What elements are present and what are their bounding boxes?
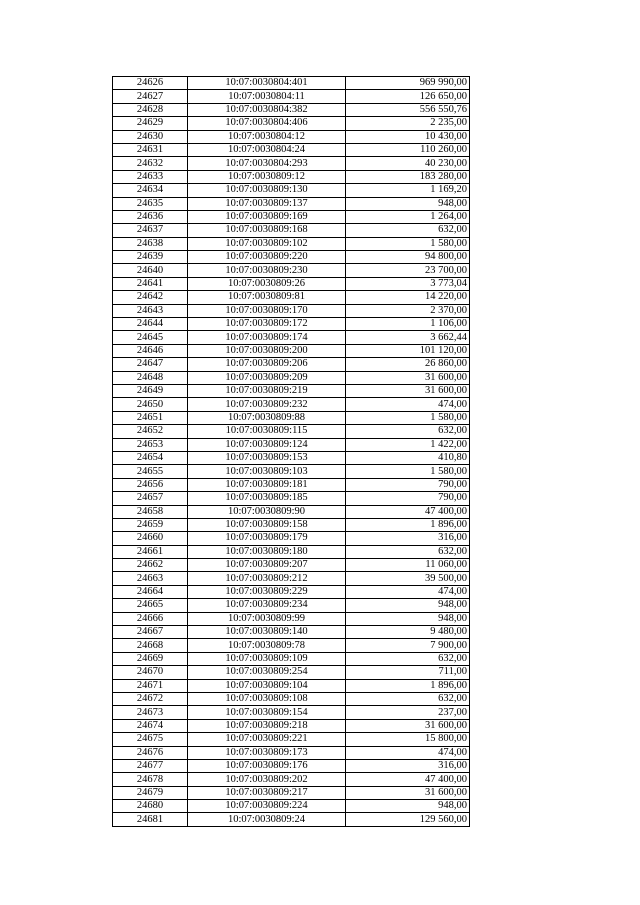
cadastral-number-cell: 10:07:0030809:88 bbox=[188, 411, 346, 424]
row-number-cell: 24681 bbox=[113, 813, 188, 826]
registry-table-body bbox=[113, 77, 470, 827]
table-row bbox=[113, 733, 470, 746]
table-row bbox=[113, 652, 470, 665]
amount-cell: 632,00 bbox=[346, 425, 470, 438]
cadastral-number-cell: 10:07:0030809:170 bbox=[188, 304, 346, 317]
table-row bbox=[113, 438, 470, 451]
table-row bbox=[113, 130, 470, 143]
table-row bbox=[113, 170, 470, 183]
table-row bbox=[113, 344, 470, 357]
amount-cell: 47 400,00 bbox=[346, 505, 470, 518]
cadastral-number-cell: 10:07:0030809:176 bbox=[188, 759, 346, 772]
amount-cell: 632,00 bbox=[346, 692, 470, 705]
cadastral-number-cell: 10:07:0030809:153 bbox=[188, 451, 346, 464]
row-number-cell: 24641 bbox=[113, 277, 188, 290]
table-row bbox=[113, 291, 470, 304]
amount-cell: 23 700,00 bbox=[346, 264, 470, 277]
row-number-cell: 24661 bbox=[113, 545, 188, 558]
row-number-cell: 24667 bbox=[113, 626, 188, 639]
row-number-cell: 24638 bbox=[113, 237, 188, 250]
table-row bbox=[113, 813, 470, 826]
cadastral-number-cell: 10:07:0030809:209 bbox=[188, 371, 346, 384]
row-number-cell: 24636 bbox=[113, 210, 188, 223]
row-number-cell: 24658 bbox=[113, 505, 188, 518]
table-row bbox=[113, 679, 470, 692]
cadastral-number-cell: 10:07:0030809:180 bbox=[188, 545, 346, 558]
table-row bbox=[113, 331, 470, 344]
table-row bbox=[113, 518, 470, 531]
table-row bbox=[113, 210, 470, 223]
cadastral-number-cell: 10:07:0030809:168 bbox=[188, 224, 346, 237]
table-row bbox=[113, 759, 470, 772]
table-row bbox=[113, 277, 470, 290]
row-number-cell: 24654 bbox=[113, 451, 188, 464]
amount-cell: 110 260,00 bbox=[346, 143, 470, 156]
table-row bbox=[113, 465, 470, 478]
table-row bbox=[113, 532, 470, 545]
row-number-cell: 24648 bbox=[113, 371, 188, 384]
cadastral-number-cell: 10:07:0030804:12 bbox=[188, 130, 346, 143]
row-number-cell: 24645 bbox=[113, 331, 188, 344]
amount-cell: 316,00 bbox=[346, 532, 470, 545]
row-number-cell: 24644 bbox=[113, 318, 188, 331]
cadastral-number-cell: 10:07:0030809:115 bbox=[188, 425, 346, 438]
cadastral-number-cell: 10:07:0030809:173 bbox=[188, 746, 346, 759]
table-row bbox=[113, 318, 470, 331]
amount-cell: 948,00 bbox=[346, 599, 470, 612]
row-number-cell: 24660 bbox=[113, 532, 188, 545]
amount-cell: 31 600,00 bbox=[346, 786, 470, 799]
cadastral-number-cell: 10:07:0030809:230 bbox=[188, 264, 346, 277]
amount-cell: 47 400,00 bbox=[346, 773, 470, 786]
table-row bbox=[113, 478, 470, 491]
row-number-cell: 24656 bbox=[113, 478, 188, 491]
cadastral-number-cell: 10:07:0030809:26 bbox=[188, 277, 346, 290]
amount-cell: 2 235,00 bbox=[346, 117, 470, 130]
row-number-cell: 24672 bbox=[113, 692, 188, 705]
cadastral-number-cell: 10:07:0030809:207 bbox=[188, 559, 346, 572]
table-row bbox=[113, 585, 470, 598]
cadastral-number-cell: 10:07:0030809:104 bbox=[188, 679, 346, 692]
cadastral-number-cell: 10:07:0030809:220 bbox=[188, 251, 346, 264]
cadastral-number-cell: 10:07:0030809:109 bbox=[188, 652, 346, 665]
cadastral-number-cell: 10:07:0030809:24 bbox=[188, 813, 346, 826]
cadastral-number-cell: 10:07:0030809:81 bbox=[188, 291, 346, 304]
amount-cell: 15 800,00 bbox=[346, 733, 470, 746]
cadastral-number-cell: 10:07:0030809:172 bbox=[188, 318, 346, 331]
cadastral-number-cell: 10:07:0030809:140 bbox=[188, 626, 346, 639]
table-row bbox=[113, 786, 470, 799]
amount-cell: 410,80 bbox=[346, 451, 470, 464]
amount-cell: 237,00 bbox=[346, 706, 470, 719]
table-row bbox=[113, 103, 470, 116]
amount-cell: 40 230,00 bbox=[346, 157, 470, 170]
cadastral-number-cell: 10:07:0030809:169 bbox=[188, 210, 346, 223]
cadastral-number-cell: 10:07:0030809:229 bbox=[188, 585, 346, 598]
table-row bbox=[113, 545, 470, 558]
row-number-cell: 24629 bbox=[113, 117, 188, 130]
table-row bbox=[113, 612, 470, 625]
table-row bbox=[113, 666, 470, 679]
row-number-cell: 24649 bbox=[113, 384, 188, 397]
amount-cell: 1 580,00 bbox=[346, 237, 470, 250]
cadastral-number-cell: 10:07:0030809:174 bbox=[188, 331, 346, 344]
amount-cell: 316,00 bbox=[346, 759, 470, 772]
row-number-cell: 24680 bbox=[113, 800, 188, 813]
table-row bbox=[113, 197, 470, 210]
table-row bbox=[113, 425, 470, 438]
row-number-cell: 24651 bbox=[113, 411, 188, 424]
amount-cell: 474,00 bbox=[346, 398, 470, 411]
table-row bbox=[113, 746, 470, 759]
amount-cell: 9 480,00 bbox=[346, 626, 470, 639]
row-number-cell: 24632 bbox=[113, 157, 188, 170]
cadastral-number-cell: 10:07:0030809:99 bbox=[188, 612, 346, 625]
table-row bbox=[113, 626, 470, 639]
row-number-cell: 24663 bbox=[113, 572, 188, 585]
cadastral-number-cell: 10:07:0030804:24 bbox=[188, 143, 346, 156]
amount-cell: 1 264,00 bbox=[346, 210, 470, 223]
amount-cell: 3 773,04 bbox=[346, 277, 470, 290]
row-number-cell: 24679 bbox=[113, 786, 188, 799]
table-row bbox=[113, 77, 470, 90]
amount-cell: 31 600,00 bbox=[346, 384, 470, 397]
table-row bbox=[113, 304, 470, 317]
amount-cell: 7 900,00 bbox=[346, 639, 470, 652]
cadastral-number-cell: 10:07:0030809:206 bbox=[188, 358, 346, 371]
cadastral-number-cell: 10:07:0030809:181 bbox=[188, 478, 346, 491]
amount-cell: 948,00 bbox=[346, 800, 470, 813]
amount-cell: 2 370,00 bbox=[346, 304, 470, 317]
cadastral-number-cell: 10:07:0030804:401 bbox=[188, 77, 346, 90]
cadastral-number-cell: 10:07:0030809:221 bbox=[188, 733, 346, 746]
table-row bbox=[113, 398, 470, 411]
amount-cell: 556 550,76 bbox=[346, 103, 470, 116]
cadastral-number-cell: 10:07:0030809:90 bbox=[188, 505, 346, 518]
table-row bbox=[113, 505, 470, 518]
cadastral-number-cell: 10:07:0030809:218 bbox=[188, 719, 346, 732]
row-number-cell: 24674 bbox=[113, 719, 188, 732]
row-number-cell: 24675 bbox=[113, 733, 188, 746]
amount-cell: 632,00 bbox=[346, 545, 470, 558]
amount-cell: 31 600,00 bbox=[346, 371, 470, 384]
row-number-cell: 24673 bbox=[113, 706, 188, 719]
table-row bbox=[113, 451, 470, 464]
row-number-cell: 24677 bbox=[113, 759, 188, 772]
row-number-cell: 24634 bbox=[113, 184, 188, 197]
cadastral-number-cell: 10:07:0030809:217 bbox=[188, 786, 346, 799]
cadastral-number-cell: 10:07:0030809:219 bbox=[188, 384, 346, 397]
row-number-cell: 24643 bbox=[113, 304, 188, 317]
cadastral-number-cell: 10:07:0030809:254 bbox=[188, 666, 346, 679]
table-row bbox=[113, 143, 470, 156]
amount-cell: 10 430,00 bbox=[346, 130, 470, 143]
row-number-cell: 24647 bbox=[113, 358, 188, 371]
cadastral-number-cell: 10:07:0030809:179 bbox=[188, 532, 346, 545]
row-number-cell: 24666 bbox=[113, 612, 188, 625]
row-number-cell: 24646 bbox=[113, 344, 188, 357]
row-number-cell: 24630 bbox=[113, 130, 188, 143]
table-row bbox=[113, 800, 470, 813]
table-row bbox=[113, 572, 470, 585]
cadastral-number-cell: 10:07:0030809:200 bbox=[188, 344, 346, 357]
amount-cell: 632,00 bbox=[346, 652, 470, 665]
row-number-cell: 24664 bbox=[113, 585, 188, 598]
amount-cell: 26 860,00 bbox=[346, 358, 470, 371]
cadastral-number-cell: 10:07:0030804:382 bbox=[188, 103, 346, 116]
amount-cell: 790,00 bbox=[346, 492, 470, 505]
amount-cell: 31 600,00 bbox=[346, 719, 470, 732]
registry-table bbox=[112, 76, 470, 827]
table-row bbox=[113, 719, 470, 732]
amount-cell: 474,00 bbox=[346, 585, 470, 598]
cadastral-number-cell: 10:07:0030804:11 bbox=[188, 90, 346, 103]
row-number-cell: 24665 bbox=[113, 599, 188, 612]
cadastral-number-cell: 10:07:0030809:224 bbox=[188, 800, 346, 813]
cadastral-number-cell: 10:07:0030809:154 bbox=[188, 706, 346, 719]
row-number-cell: 24676 bbox=[113, 746, 188, 759]
row-number-cell: 24650 bbox=[113, 398, 188, 411]
cadastral-number-cell: 10:07:0030809:78 bbox=[188, 639, 346, 652]
amount-cell: 1 169,20 bbox=[346, 184, 470, 197]
cadastral-number-cell: 10:07:0030809:185 bbox=[188, 492, 346, 505]
table-row bbox=[113, 117, 470, 130]
amount-cell: 1 106,00 bbox=[346, 318, 470, 331]
table-row bbox=[113, 773, 470, 786]
table-row bbox=[113, 559, 470, 572]
table-row bbox=[113, 358, 470, 371]
row-number-cell: 24637 bbox=[113, 224, 188, 237]
row-number-cell: 24639 bbox=[113, 251, 188, 264]
cadastral-number-cell: 10:07:0030809:137 bbox=[188, 197, 346, 210]
row-number-cell: 24671 bbox=[113, 679, 188, 692]
row-number-cell: 24633 bbox=[113, 170, 188, 183]
cadastral-number-cell: 10:07:0030809:130 bbox=[188, 184, 346, 197]
amount-cell: 183 280,00 bbox=[346, 170, 470, 183]
row-number-cell: 24662 bbox=[113, 559, 188, 572]
amount-cell: 632,00 bbox=[346, 224, 470, 237]
cadastral-number-cell: 10:07:0030809:212 bbox=[188, 572, 346, 585]
table-row bbox=[113, 706, 470, 719]
cadastral-number-cell: 10:07:0030804:406 bbox=[188, 117, 346, 130]
table-row bbox=[113, 599, 470, 612]
row-number-cell: 24653 bbox=[113, 438, 188, 451]
table-row bbox=[113, 184, 470, 197]
table-row bbox=[113, 411, 470, 424]
table-row bbox=[113, 692, 470, 705]
amount-cell: 1 422,00 bbox=[346, 438, 470, 451]
row-number-cell: 24631 bbox=[113, 143, 188, 156]
cadastral-number-cell: 10:07:0030809:103 bbox=[188, 465, 346, 478]
amount-cell: 1 580,00 bbox=[346, 465, 470, 478]
row-number-cell: 24652 bbox=[113, 425, 188, 438]
cadastral-number-cell: 10:07:0030809:202 bbox=[188, 773, 346, 786]
amount-cell: 39 500,00 bbox=[346, 572, 470, 585]
cadastral-number-cell: 10:07:0030804:293 bbox=[188, 157, 346, 170]
row-number-cell: 24627 bbox=[113, 90, 188, 103]
row-number-cell: 24669 bbox=[113, 652, 188, 665]
table-row bbox=[113, 251, 470, 264]
amount-cell: 711,00 bbox=[346, 666, 470, 679]
cadastral-number-cell: 10:07:0030809:108 bbox=[188, 692, 346, 705]
table-row bbox=[113, 224, 470, 237]
table-row bbox=[113, 371, 470, 384]
amount-cell: 1 896,00 bbox=[346, 518, 470, 531]
amount-cell: 94 800,00 bbox=[346, 251, 470, 264]
row-number-cell: 24655 bbox=[113, 465, 188, 478]
row-number-cell: 24642 bbox=[113, 291, 188, 304]
table-row bbox=[113, 492, 470, 505]
row-number-cell: 24670 bbox=[113, 666, 188, 679]
cadastral-number-cell: 10:07:0030809:12 bbox=[188, 170, 346, 183]
cadastral-number-cell: 10:07:0030809:158 bbox=[188, 518, 346, 531]
table-row bbox=[113, 237, 470, 250]
row-number-cell: 24626 bbox=[113, 77, 188, 90]
amount-cell: 101 120,00 bbox=[346, 344, 470, 357]
table-row bbox=[113, 639, 470, 652]
amount-cell: 948,00 bbox=[346, 612, 470, 625]
amount-cell: 3 662,44 bbox=[346, 331, 470, 344]
table-row bbox=[113, 90, 470, 103]
amount-cell: 969 990,00 bbox=[346, 77, 470, 90]
row-number-cell: 24628 bbox=[113, 103, 188, 116]
cadastral-number-cell: 10:07:0030809:234 bbox=[188, 599, 346, 612]
cadastral-number-cell: 10:07:0030809:102 bbox=[188, 237, 346, 250]
row-number-cell: 24640 bbox=[113, 264, 188, 277]
row-number-cell: 24668 bbox=[113, 639, 188, 652]
amount-cell: 474,00 bbox=[346, 746, 470, 759]
amount-cell: 948,00 bbox=[346, 197, 470, 210]
cadastral-number-cell: 10:07:0030809:232 bbox=[188, 398, 346, 411]
amount-cell: 11 060,00 bbox=[346, 559, 470, 572]
cadastral-number-cell: 10:07:0030809:124 bbox=[188, 438, 346, 451]
row-number-cell: 24635 bbox=[113, 197, 188, 210]
amount-cell: 1 896,00 bbox=[346, 679, 470, 692]
table-row bbox=[113, 264, 470, 277]
table-row bbox=[113, 157, 470, 170]
row-number-cell: 24657 bbox=[113, 492, 188, 505]
table-row bbox=[113, 384, 470, 397]
amount-cell: 790,00 bbox=[346, 478, 470, 491]
row-number-cell: 24659 bbox=[113, 518, 188, 531]
amount-cell: 126 650,00 bbox=[346, 90, 470, 103]
amount-cell: 129 560,00 bbox=[346, 813, 470, 826]
row-number-cell: 24678 bbox=[113, 773, 188, 786]
amount-cell: 14 220,00 bbox=[346, 291, 470, 304]
amount-cell: 1 580,00 bbox=[346, 411, 470, 424]
